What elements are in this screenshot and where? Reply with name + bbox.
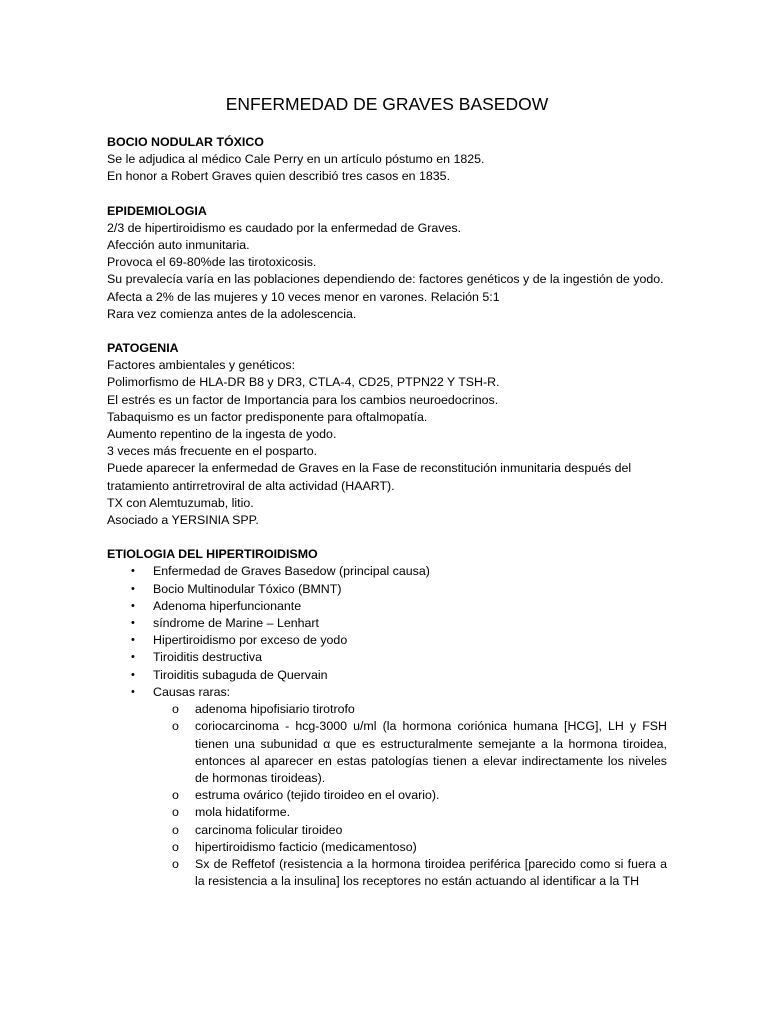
sub-list-item [107, 718, 667, 787]
list-item [107, 615, 667, 632]
paragraph-line: Provoca el 69-80%de las tirotoxicosis. [107, 255, 317, 270]
rare-causes-list [153, 701, 667, 890]
list-item [107, 632, 667, 649]
bullet-icon: • [131, 668, 135, 681]
list-item [107, 667, 667, 684]
list-item [107, 581, 667, 598]
sub-list-item-text: estruma ovárico (tejido tiroideo en el ovario). [195, 788, 440, 803]
circle-bullet-icon: o [172, 805, 179, 820]
list-item [107, 563, 667, 580]
section-etiologia [107, 546, 667, 890]
list-item [107, 649, 667, 666]
circle-bullet-icon: o [172, 839, 179, 854]
sub-list-item [107, 701, 667, 718]
section-heading-patogenia: PATOGENIA [107, 341, 179, 356]
paragraph-line: Afecta a 2% de las mujeres y 10 veces menor en varones. Relación 5:1 [107, 289, 500, 304]
paragraph-line: Su prevalecía varía en las poblaciones dependiendo de: factores genéticos y de la ingestión de yodo. [107, 272, 664, 287]
bullet-icon: • [131, 582, 135, 595]
list-item-text: Adenoma hiperfuncionante [153, 598, 302, 613]
list-item-text: Bocio Multinodular Tóxico (BMNT) [153, 581, 342, 596]
bullet-icon: • [131, 634, 135, 647]
paragraph-line: Factores ambientales y genéticos: [107, 358, 296, 373]
bullet-icon: • [131, 599, 135, 612]
list-item-text: Tiroiditis destructiva [153, 650, 263, 665]
section-heading-epidemiologia: EPIDEMIOLOGIA [107, 203, 207, 218]
sub-list-item-text: mola hidatiforme. [195, 805, 291, 820]
circle-bullet-icon: o [172, 719, 179, 734]
list-item [107, 684, 667, 890]
paragraph-line: En honor a Robert Graves quien describió tres casos en 1835. [107, 169, 451, 184]
list-item-text: Tiroiditis subaguda de Quervain [153, 667, 328, 682]
paragraph-line: Afección auto inmunitaria. [107, 238, 250, 253]
list-item-text: Hipertiroidismo por exceso de yodo [153, 633, 348, 648]
document-title: ENFERMEDAD DE GRAVES BASEDOW [225, 94, 549, 114]
sub-list-item [107, 822, 667, 839]
list-item-text: Enfermedad de Graves Basedow (principal causa) [153, 564, 430, 579]
sub-list-item [107, 839, 667, 856]
circle-bullet-icon: o [172, 856, 179, 871]
section-bocio [107, 134, 667, 186]
section-heading-bocio: BOCIO NODULAR TÓXICO [107, 135, 264, 149]
bullet-icon: • [131, 651, 135, 664]
circle-bullet-icon: o [172, 702, 179, 717]
sub-list-item [107, 787, 667, 804]
sub-list-item-text: coriocarcinoma - hcg-3000 u/ml (la hormona coriónica humana [HCG], LH y FSH tienen una subunidad α que es estructuralmente semejante a la hormona tiroidea, entonces al aparecer en estas patologías tienen a elevar indirectamente los niveles de hormonas tiroideas). [195, 719, 667, 785]
etiologia-list [107, 563, 667, 890]
section-heading-etiologia: ETIOLOGIA DEL HIPERTIROIDISMO [107, 547, 318, 562]
list-item-text: Causas raras: [153, 684, 231, 699]
bullet-icon: • [131, 565, 135, 578]
bullet-icon: • [131, 685, 135, 698]
sub-list-item-text: Sx de Reffetof (resistencia a la hormona tiroidea periférica [parecido como si fuera a la resistencia a la insulina] los receptores no están actuando al identificar a la TH [195, 856, 667, 889]
document-page [107, 92, 667, 890]
sub-list-item-text: carcinoma folicular tiroideo [195, 822, 343, 837]
paragraph-line: Puede aparecer la enfermedad de Graves en la Fase de reconstitución inmunitaria después del tratamiento antirretroviral de alta actividad (HAART). [107, 461, 632, 493]
sub-list-item [107, 856, 667, 890]
sub-list-item [107, 804, 667, 821]
list-item-text: síndrome de Marine – Lenhart [153, 616, 319, 631]
section-patogenia [107, 340, 667, 529]
paragraph-line: El estrés es un factor de Importancia para los cambios neuroedocrinos. [107, 392, 499, 407]
bullet-icon: • [131, 617, 135, 630]
paragraph-line: 2/3 de hipertiroidismo es caudado por la enfermedad de Graves. [107, 220, 462, 235]
paragraph-line: Polimorfismo de HLA-DR B8 y DR3, CTLA-4, CD25, PTPN22 Y TSH-R. [107, 375, 500, 390]
paragraph-line: Asociado a YERSINIA SPP. [107, 513, 259, 528]
paragraph-line: Tabaquismo es un factor predisponente para oftalmopatía. [107, 409, 428, 424]
sub-list-item-text: hipertiroidismo facticio (medicamentoso) [195, 839, 417, 854]
sub-list-item-text: adenoma hipofisiario tirotrofo [195, 702, 355, 717]
paragraph-line: 3 veces más frecuente en el posparto. [107, 444, 318, 459]
paragraph-line: Aumento repentino de la ingesta de yodo. [107, 427, 337, 442]
circle-bullet-icon: o [172, 822, 179, 837]
section-epidemiologia [107, 203, 667, 323]
list-item [107, 598, 667, 615]
circle-bullet-icon: o [172, 788, 179, 803]
paragraph-line: TX con Alemtuzumab, litio. [107, 495, 254, 510]
paragraph-line: Rara vez comienza antes de la adolescencia. [107, 306, 357, 321]
paragraph-line: Se le adjudica al médico Cale Perry en un artículo póstumo en 1825. [107, 152, 485, 167]
